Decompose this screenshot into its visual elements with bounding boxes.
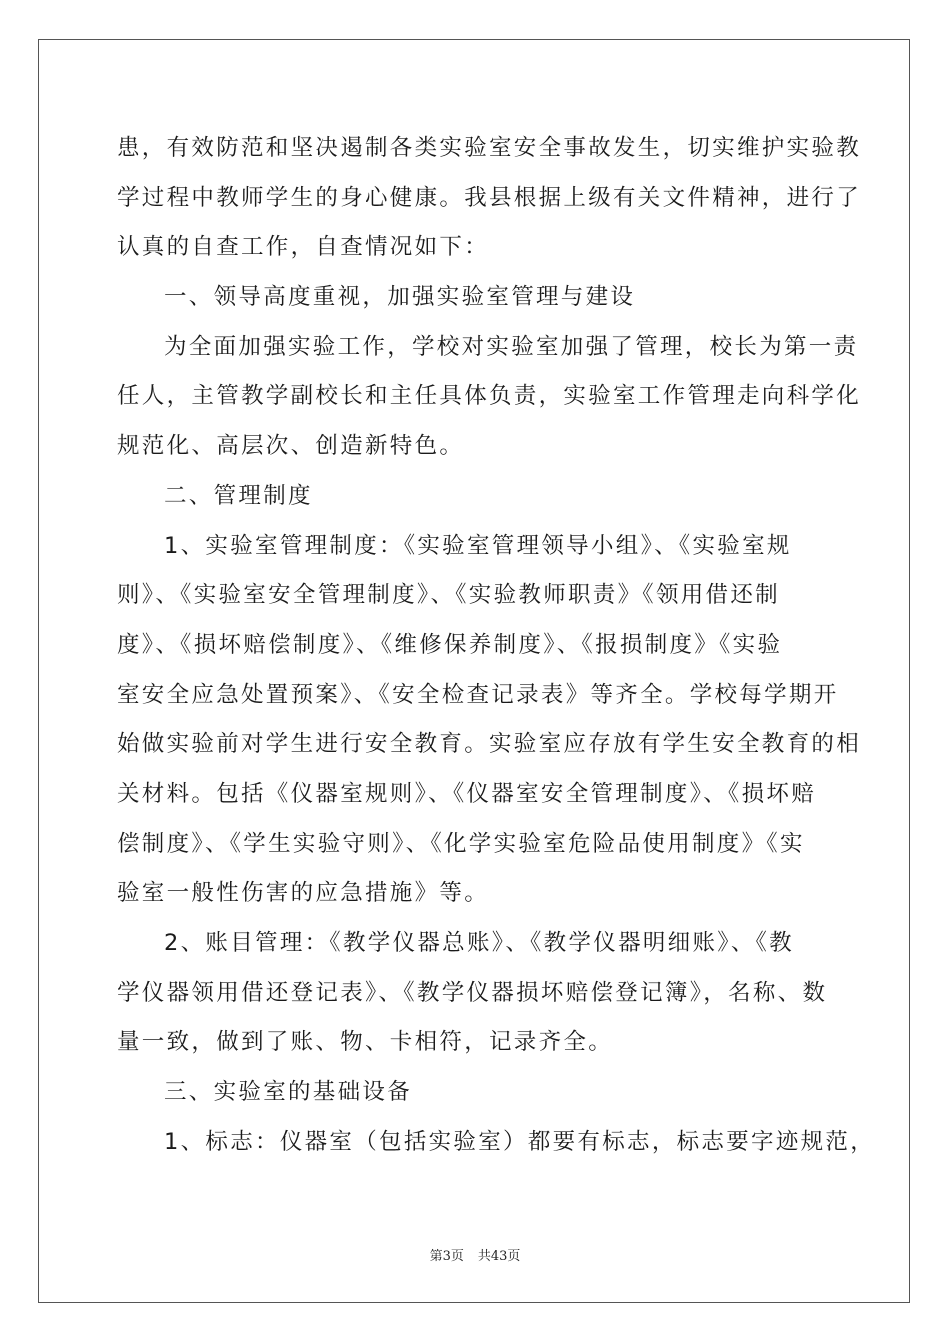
section-heading: 二、管理制度	[164, 482, 313, 509]
page-number: 第3页	[429, 1249, 464, 1264]
text-line: 验室一般性伤害的应急措施》等。	[117, 880, 490, 907]
page-footer	[0, 1245, 950, 1264]
page-total: 共43页	[477, 1249, 521, 1264]
text-line: 室安全应急处置预案》、《安全检查记录表》等齐全。学校每学期开	[117, 681, 839, 708]
section-heading: 一、领导高度重视，加强实验室管理与建设	[164, 284, 636, 311]
text-line: 规范化、高层次、创造新特色。	[117, 433, 465, 460]
document-body	[117, 124, 876, 1167]
text-line: 患，有效防范和坚决遏制各类实验室安全事故发生，切实维护实验教	[117, 135, 862, 161]
text-line: 量一致，做到了账、物、卡相符，记录齐全。	[117, 1029, 614, 1056]
section-heading: 三、实验室的基础设备	[164, 1079, 413, 1106]
text-line: 关材料。包括《仪器室规则》、《仪器室安全管理制度》、《损坏赔	[117, 780, 817, 807]
text-line: 1、实验室管理制度：《实验室管理领导小组》、《实验室规	[164, 532, 792, 559]
text-line: 偿制度》、《学生实验守则》、《化学实验室危险品使用制度》《实	[117, 830, 805, 857]
text-line: 2、账目管理：《教学仪器总账》、《教学仪器明细账》、《教	[164, 930, 794, 956]
text-line: 度》、《损坏赔偿制度》、《维修保养制度》、《报损制度》《实验	[117, 631, 783, 658]
text-line: 任人，主管教学副校长和主任具体负责，实验室工作管理走向科学化	[117, 383, 862, 410]
text-line: 则》、《实验室安全管理制度》、《实验教师职责》《领用借还制	[117, 582, 780, 609]
text-line: 学仪器领用借还登记表》、《教学仪器损坏赔偿登记簿》，名称、数	[117, 979, 828, 1006]
text-line: 始做实验前对学生进行安全教育。实验室应存放有学生安全教育的相	[117, 731, 862, 758]
text-line: 学过程中教师学生的身心健康。我县根据上级有关文件精神，进行了	[117, 184, 862, 211]
text-line: 认真的自查工作，自查情况如下：	[117, 234, 490, 261]
text-line: 1、标志：仪器室（包括实验室）都要有标志，标志要字迹规范，	[164, 1128, 876, 1155]
text-line: 为全面加强实验工作，学校对实验室加强了管理，校长为第一责	[164, 333, 859, 360]
